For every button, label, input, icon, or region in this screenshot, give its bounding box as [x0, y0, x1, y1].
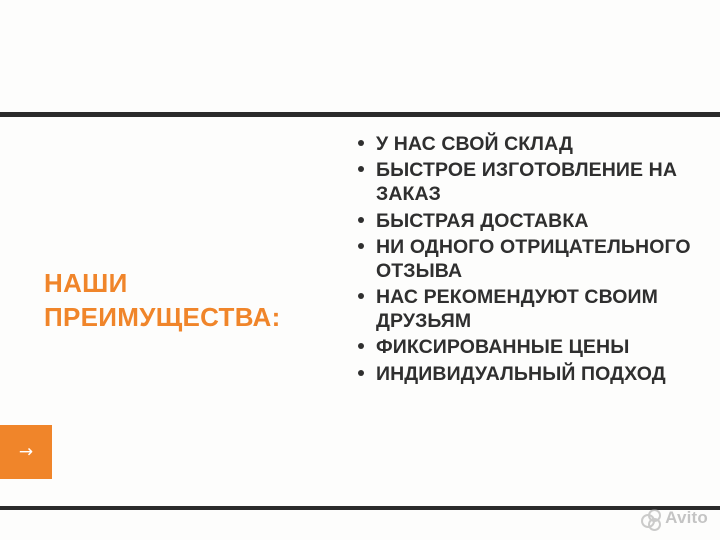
watermark: [641, 508, 708, 528]
list-item-label: ФИКСИРОВАННЫЕ ЦЕНЫ: [376, 336, 630, 359]
list-item-label: БЫСТРАЯ ДОСТАВКА: [376, 209, 589, 232]
bullet-dot-icon: [358, 243, 364, 249]
arrow-right-icon: →: [18, 441, 34, 462]
bullet-dot-icon: [358, 343, 364, 349]
list-item: [356, 362, 704, 386]
bullet-dot-icon: [358, 140, 364, 146]
list-item-label: ИНДИВИДУАЛЬНЫЙ ПОДХОД: [376, 362, 666, 385]
page-title-line-1: НАШИ: [44, 268, 128, 298]
list-item-label: НИ ОДНОГО ОТРИЦАТЕЛЬНОГО ОТЗЫВА: [376, 235, 691, 282]
list-item-label: БЫСТРОЕ ИЗГОТОВЛЕНИЕ НА ЗАКАЗ: [376, 159, 678, 206]
next-arrow-button[interactable]: [0, 425, 52, 479]
top-divider: [0, 112, 720, 117]
watermark-label: Avito: [665, 508, 708, 527]
list-item: [356, 285, 704, 333]
page-title: [44, 266, 344, 335]
list-item: [356, 209, 704, 233]
list-item: [356, 335, 704, 359]
bullet-dot-icon: [358, 293, 364, 299]
bullet-dot-icon: [358, 217, 364, 223]
bullet-dot-icon: [358, 166, 364, 172]
list-item: [356, 132, 704, 156]
list-item-label: НАС РЕКОМЕНДУЮТ СВОИМ ДРУЗЬЯМ: [376, 286, 659, 333]
page-title-line-2: ПРЕИМУЩЕСТВА:: [44, 302, 281, 333]
list-item: [356, 158, 704, 206]
list-item: [356, 235, 704, 283]
avito-logo-icon: [641, 509, 660, 528]
bullet-dot-icon: [358, 370, 364, 376]
bottom-divider: [0, 506, 720, 510]
list-item-label: У НАС СВОЙ СКЛАД: [376, 133, 573, 155]
advantages-list: [356, 132, 704, 388]
